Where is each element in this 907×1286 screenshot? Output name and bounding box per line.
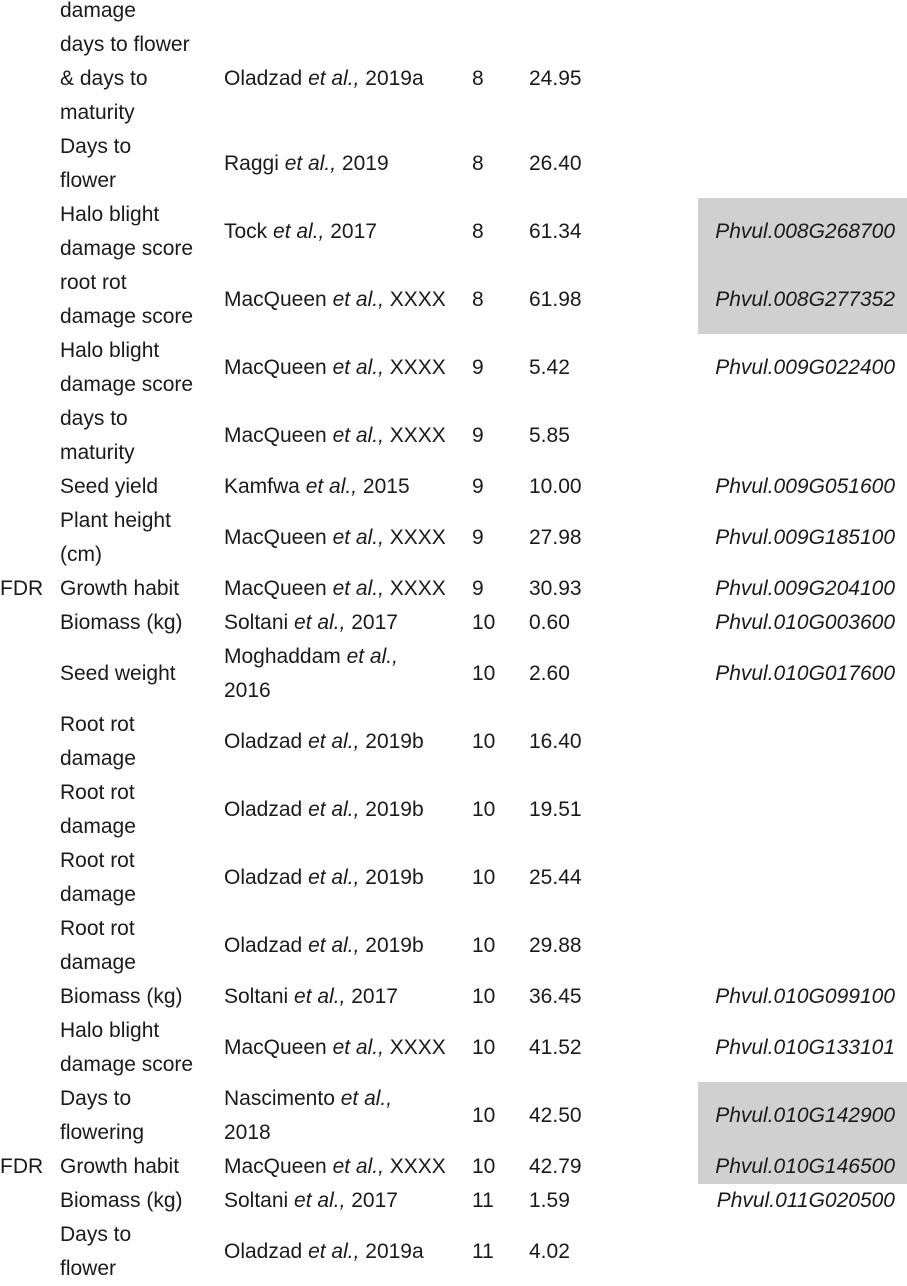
trait-line: Root rot xyxy=(60,781,135,804)
reference-cell xyxy=(224,844,464,912)
reference-year: 2019b xyxy=(359,934,424,957)
reference-etal: et al., xyxy=(308,1240,360,1263)
gene-id xyxy=(695,28,895,130)
reference-etal: et al., xyxy=(332,1155,384,1178)
trait-line: flowering xyxy=(60,1121,145,1144)
chromosome-cell: 9 xyxy=(472,424,484,447)
reference-year: 2015 xyxy=(357,475,410,498)
table-row xyxy=(0,504,907,572)
position-cell: 42.50 xyxy=(529,1104,582,1127)
trait-cell xyxy=(60,1150,220,1184)
trait-line: Growth habit xyxy=(60,577,180,600)
gene-id: Phvul.011G020500 xyxy=(716,1189,895,1212)
reference-etal: et al., xyxy=(332,356,384,379)
table-row xyxy=(0,266,907,334)
table-row xyxy=(0,1184,907,1218)
trait-cell xyxy=(60,334,220,402)
table-row xyxy=(0,0,907,28)
trait-cell xyxy=(60,0,220,28)
chromosome-cell xyxy=(472,0,520,28)
reference-year: 2019b xyxy=(359,730,424,753)
trait-cell xyxy=(60,28,220,130)
chromosome-cell: 11 xyxy=(472,1240,494,1263)
reference-author: MacQueen xyxy=(224,1036,333,1059)
trait-line: damage score xyxy=(60,373,194,396)
reference-year: 2017 xyxy=(345,985,398,1008)
fdr-flag xyxy=(0,198,56,266)
reference-author: Soltani xyxy=(224,985,295,1008)
gene-id: Phvul.010G017600 xyxy=(715,662,895,685)
trait-line: damage score xyxy=(60,305,194,328)
chromosome-cell: 9 xyxy=(472,356,484,379)
fdr-flag xyxy=(0,912,56,980)
reference-author: Soltani xyxy=(224,611,295,634)
table-row xyxy=(0,1082,907,1150)
fdr-flag xyxy=(0,1218,56,1286)
position-cell: 1.59 xyxy=(529,1189,570,1212)
trait-line: days to flower xyxy=(60,33,190,56)
table-row xyxy=(0,28,907,130)
table-row xyxy=(0,708,907,776)
reference-year: XXXX xyxy=(383,356,446,379)
position-cell: 27.98 xyxy=(529,526,582,549)
trait-line: damage xyxy=(60,815,136,838)
table-row xyxy=(0,776,907,844)
trait-line: damage xyxy=(60,951,136,974)
reference-cell xyxy=(224,0,464,28)
trait-line: damage score xyxy=(60,1053,194,1076)
trait-line: (cm) xyxy=(60,543,102,566)
reference-author: MacQueen xyxy=(224,1155,333,1178)
fdr-flag xyxy=(0,334,56,402)
reference-author: Soltani xyxy=(224,1189,295,1212)
fdr-flag xyxy=(0,0,56,28)
trait-cell xyxy=(60,402,220,470)
position-cell: 4.02 xyxy=(529,1240,570,1263)
reference-etal: et al., xyxy=(308,67,360,90)
trait-cell xyxy=(60,1218,220,1286)
trait-line: damage xyxy=(60,883,136,906)
reference-cell xyxy=(224,1014,464,1082)
chromosome-cell: 10 xyxy=(472,611,496,634)
reference-author: MacQueen xyxy=(224,424,333,447)
trait-line: & days to xyxy=(60,67,148,90)
reference-cell xyxy=(224,980,464,1014)
reference-year: 2017 xyxy=(324,220,377,243)
fdr-flag xyxy=(0,708,56,776)
gene-id: Phvul.009G204100 xyxy=(715,577,895,600)
chromosome-cell: 8 xyxy=(472,220,484,243)
reference-etal: et al., xyxy=(305,475,358,498)
fdr-flag xyxy=(0,1184,56,1218)
reference-year: XXXX xyxy=(383,1155,446,1178)
reference-author: Oladzad xyxy=(224,1240,309,1263)
reference-cell xyxy=(224,606,464,640)
reference-year: XXXX xyxy=(383,424,446,447)
reference-year: 2019 xyxy=(336,152,389,175)
table-row xyxy=(0,1014,907,1082)
trait-line: Biomass (kg) xyxy=(60,1189,183,1212)
reference-etal: et al., xyxy=(340,1087,393,1110)
trait-cell xyxy=(60,1184,220,1218)
reference-cell xyxy=(224,334,464,402)
fdr-flag xyxy=(0,1014,56,1082)
reference-year: XXXX xyxy=(383,288,446,311)
position-cell: 19.51 xyxy=(529,798,582,821)
chromosome-cell: 9 xyxy=(472,475,484,498)
position-cell: 42.79 xyxy=(529,1155,582,1178)
reference-author: Oladzad xyxy=(224,67,309,90)
trait-line: Growth habit xyxy=(60,1155,180,1178)
reference-etal: et al., xyxy=(332,288,384,311)
position-cell: 10.00 xyxy=(529,475,582,498)
trait-cell xyxy=(60,198,220,266)
reference-author: MacQueen xyxy=(224,356,333,379)
reference-author: Oladzad xyxy=(224,934,309,957)
reference-etal: et al., xyxy=(346,645,398,668)
reference-year: 2019a xyxy=(359,1240,424,1263)
gene-id xyxy=(695,130,895,198)
reference-etal: et al., xyxy=(332,424,384,447)
table-row xyxy=(0,1218,907,1286)
trait-line: Days to xyxy=(60,135,132,158)
chromosome-cell: 10 xyxy=(472,1036,496,1059)
gene-id xyxy=(695,0,895,28)
trait-line: days to xyxy=(60,407,128,430)
position-cell: 5.42 xyxy=(529,356,570,379)
gene-id: Phvul.010G099100 xyxy=(715,985,895,1008)
chromosome-cell: 10 xyxy=(472,662,496,685)
trait-cell xyxy=(60,572,220,606)
gene-id xyxy=(695,402,895,470)
reference-cell xyxy=(224,1082,464,1150)
reference-etal: et al., xyxy=(332,526,384,549)
fdr-flag xyxy=(0,640,56,708)
fdr-flag xyxy=(0,1082,56,1150)
reference-year: 2017 xyxy=(345,611,398,634)
reference-author: Oladzad xyxy=(224,866,309,889)
reference-author: Moghaddam xyxy=(224,645,347,668)
trait-line: Root rot xyxy=(60,917,135,940)
position-cell: 26.40 xyxy=(529,152,582,175)
position-cell: 2.60 xyxy=(529,662,570,685)
trait-line: Seed yield xyxy=(60,475,159,498)
trait-line: damage score xyxy=(60,237,194,260)
reference-year: XXXX xyxy=(383,577,446,600)
fdr-flag xyxy=(0,470,56,504)
chromosome-cell: 9 xyxy=(472,526,484,549)
trait-line: Root rot xyxy=(60,849,135,872)
gene-id: Phvul.010G133101 xyxy=(715,1036,895,1059)
reference-etal: et al., xyxy=(294,1189,346,1212)
position-cell: 29.88 xyxy=(529,934,582,957)
table-row xyxy=(0,198,907,266)
reference-etal: et al., xyxy=(294,985,346,1008)
reference-author: Oladzad xyxy=(224,730,309,753)
position-cell: 41.52 xyxy=(529,1036,582,1059)
fdr-flag: FDR xyxy=(0,577,44,600)
trait-cell xyxy=(60,266,220,334)
trait-line: maturity xyxy=(60,101,135,124)
reference-etal: et al., xyxy=(332,1036,384,1059)
trait-line: maturity xyxy=(60,441,135,464)
trait-cell xyxy=(60,980,220,1014)
trait-cell xyxy=(60,912,220,980)
reference-cell xyxy=(224,912,464,980)
table-row xyxy=(0,130,907,198)
reference-cell xyxy=(224,708,464,776)
reference-year: XXXX xyxy=(383,1036,446,1059)
reference-cell xyxy=(224,470,464,504)
gene-id: Phvul.008G268700 xyxy=(715,220,895,243)
gene-id: Phvul.009G022400 xyxy=(715,356,895,379)
chromosome-cell: 10 xyxy=(472,798,496,821)
reference-etal: et al., xyxy=(294,611,346,634)
trait-cell xyxy=(60,130,220,198)
trait-cell xyxy=(60,1014,220,1082)
gene-id xyxy=(695,776,895,844)
gene-id: Phvul.008G277352 xyxy=(715,288,895,311)
trait-cell xyxy=(60,606,220,640)
gene-id: Phvul.010G003600 xyxy=(715,611,895,634)
table-row xyxy=(0,572,907,606)
reference-etal: et al., xyxy=(308,934,360,957)
position-cell: 16.40 xyxy=(529,730,582,753)
table-row xyxy=(0,844,907,912)
chromosome-cell: 8 xyxy=(472,152,484,175)
trait-line: root rot xyxy=(60,271,127,294)
position-cell: 5.85 xyxy=(529,424,570,447)
reference-cell xyxy=(224,266,464,334)
position-cell: 30.93 xyxy=(529,577,582,600)
position-cell: 25.44 xyxy=(529,866,582,889)
reference-author: Oladzad xyxy=(224,798,309,821)
reference-author: MacQueen xyxy=(224,288,333,311)
gene-id: Phvul.009G185100 xyxy=(715,526,895,549)
reference-cell xyxy=(224,402,464,470)
position-cell: 24.95 xyxy=(529,67,582,90)
table-row xyxy=(0,1150,907,1184)
trait-line: Halo blight xyxy=(60,339,160,362)
fdr-flag xyxy=(0,844,56,912)
gene-id xyxy=(695,708,895,776)
reference-author: Kamfwa xyxy=(224,475,306,498)
fdr-flag xyxy=(0,402,56,470)
trait-cell xyxy=(60,844,220,912)
reference-cell xyxy=(224,198,464,266)
table-row xyxy=(0,470,907,504)
position-cell xyxy=(529,0,649,28)
table-row xyxy=(0,912,907,980)
fdr-flag xyxy=(0,980,56,1014)
trait-line: Halo blight xyxy=(60,203,160,226)
reference-cell xyxy=(224,1150,464,1184)
trait-line: Halo blight xyxy=(60,1019,160,1042)
position-cell: 61.34 xyxy=(529,220,582,243)
gene-id: Phvul.010G146500 xyxy=(715,1155,895,1178)
reference-author: MacQueen xyxy=(224,577,333,600)
trait-cell xyxy=(60,504,220,572)
chromosome-cell: 10 xyxy=(472,934,496,957)
chromosome-cell: 9 xyxy=(472,577,484,600)
reference-cell xyxy=(224,28,464,130)
reference-author: Tock xyxy=(224,220,274,243)
reference-author: Nascimento xyxy=(224,1087,341,1110)
trait-cell xyxy=(60,776,220,844)
trait-line: damage xyxy=(60,0,136,22)
trait-cell xyxy=(60,708,220,776)
gene-id xyxy=(695,844,895,912)
reference-etal: et al., xyxy=(308,798,360,821)
chromosome-cell: 10 xyxy=(472,866,496,889)
reference-year: 2019b xyxy=(359,866,424,889)
reference-cell xyxy=(224,504,464,572)
trait-line: flower xyxy=(60,1257,117,1280)
gene-id xyxy=(695,1218,895,1286)
chromosome-cell: 8 xyxy=(472,288,484,311)
trait-line: Days to xyxy=(60,1223,132,1246)
gene-id: Phvul.010G142900 xyxy=(715,1104,895,1127)
fdr-flag xyxy=(0,130,56,198)
trait-cell xyxy=(60,470,220,504)
trait-cell xyxy=(60,640,220,708)
reference-etal: et al., xyxy=(332,577,384,600)
position-cell: 61.98 xyxy=(529,288,582,311)
reference-author: MacQueen xyxy=(224,526,333,549)
trait-line: Plant height xyxy=(60,509,171,532)
trait-cell xyxy=(60,1082,220,1150)
reference-cell xyxy=(224,640,464,708)
table-row xyxy=(0,334,907,402)
gene-id: Phvul.009G051600 xyxy=(715,475,895,498)
fdr-flag: FDR xyxy=(0,1155,44,1178)
chromosome-cell: 10 xyxy=(472,1155,496,1178)
chromosome-cell: 10 xyxy=(472,985,496,1008)
table-row xyxy=(0,402,907,470)
fdr-flag xyxy=(0,28,56,130)
reference-year: 2016 xyxy=(224,679,271,702)
reference-author: Raggi xyxy=(224,152,285,175)
reference-year: 2018 xyxy=(224,1121,271,1144)
table-row xyxy=(0,980,907,1014)
chromosome-cell: 11 xyxy=(472,1189,494,1212)
reference-year: XXXX xyxy=(383,526,446,549)
reference-year: 2019a xyxy=(359,67,424,90)
fdr-flag xyxy=(0,504,56,572)
reference-year: 2019b xyxy=(359,798,424,821)
table-row xyxy=(0,606,907,640)
reference-cell xyxy=(224,1184,464,1218)
trait-line: Biomass (kg) xyxy=(60,611,183,634)
trait-line: Biomass (kg) xyxy=(60,985,183,1008)
fdr-flag xyxy=(0,266,56,334)
position-cell: 0.60 xyxy=(529,611,570,634)
trait-line: flower xyxy=(60,169,117,192)
table-row xyxy=(0,640,907,708)
position-cell: 36.45 xyxy=(529,985,582,1008)
chromosome-cell: 10 xyxy=(472,1104,496,1127)
fdr-flag xyxy=(0,776,56,844)
trait-line: Seed weight xyxy=(60,662,176,685)
reference-etal: et al., xyxy=(308,866,360,889)
reference-etal: et al., xyxy=(284,152,337,175)
reference-cell xyxy=(224,776,464,844)
trait-line: damage xyxy=(60,747,136,770)
chromosome-cell: 10 xyxy=(472,730,496,753)
reference-etal: et al., xyxy=(308,730,360,753)
trait-line: Root rot xyxy=(60,713,135,736)
reference-etal: et al., xyxy=(273,220,325,243)
reference-cell xyxy=(224,572,464,606)
fdr-flag xyxy=(0,606,56,640)
reference-cell xyxy=(224,1218,464,1286)
chromosome-cell: 8 xyxy=(472,67,484,90)
trait-line: Days to xyxy=(60,1087,132,1110)
reference-cell xyxy=(224,130,464,198)
gene-id xyxy=(695,912,895,980)
reference-year: 2017 xyxy=(345,1189,398,1212)
